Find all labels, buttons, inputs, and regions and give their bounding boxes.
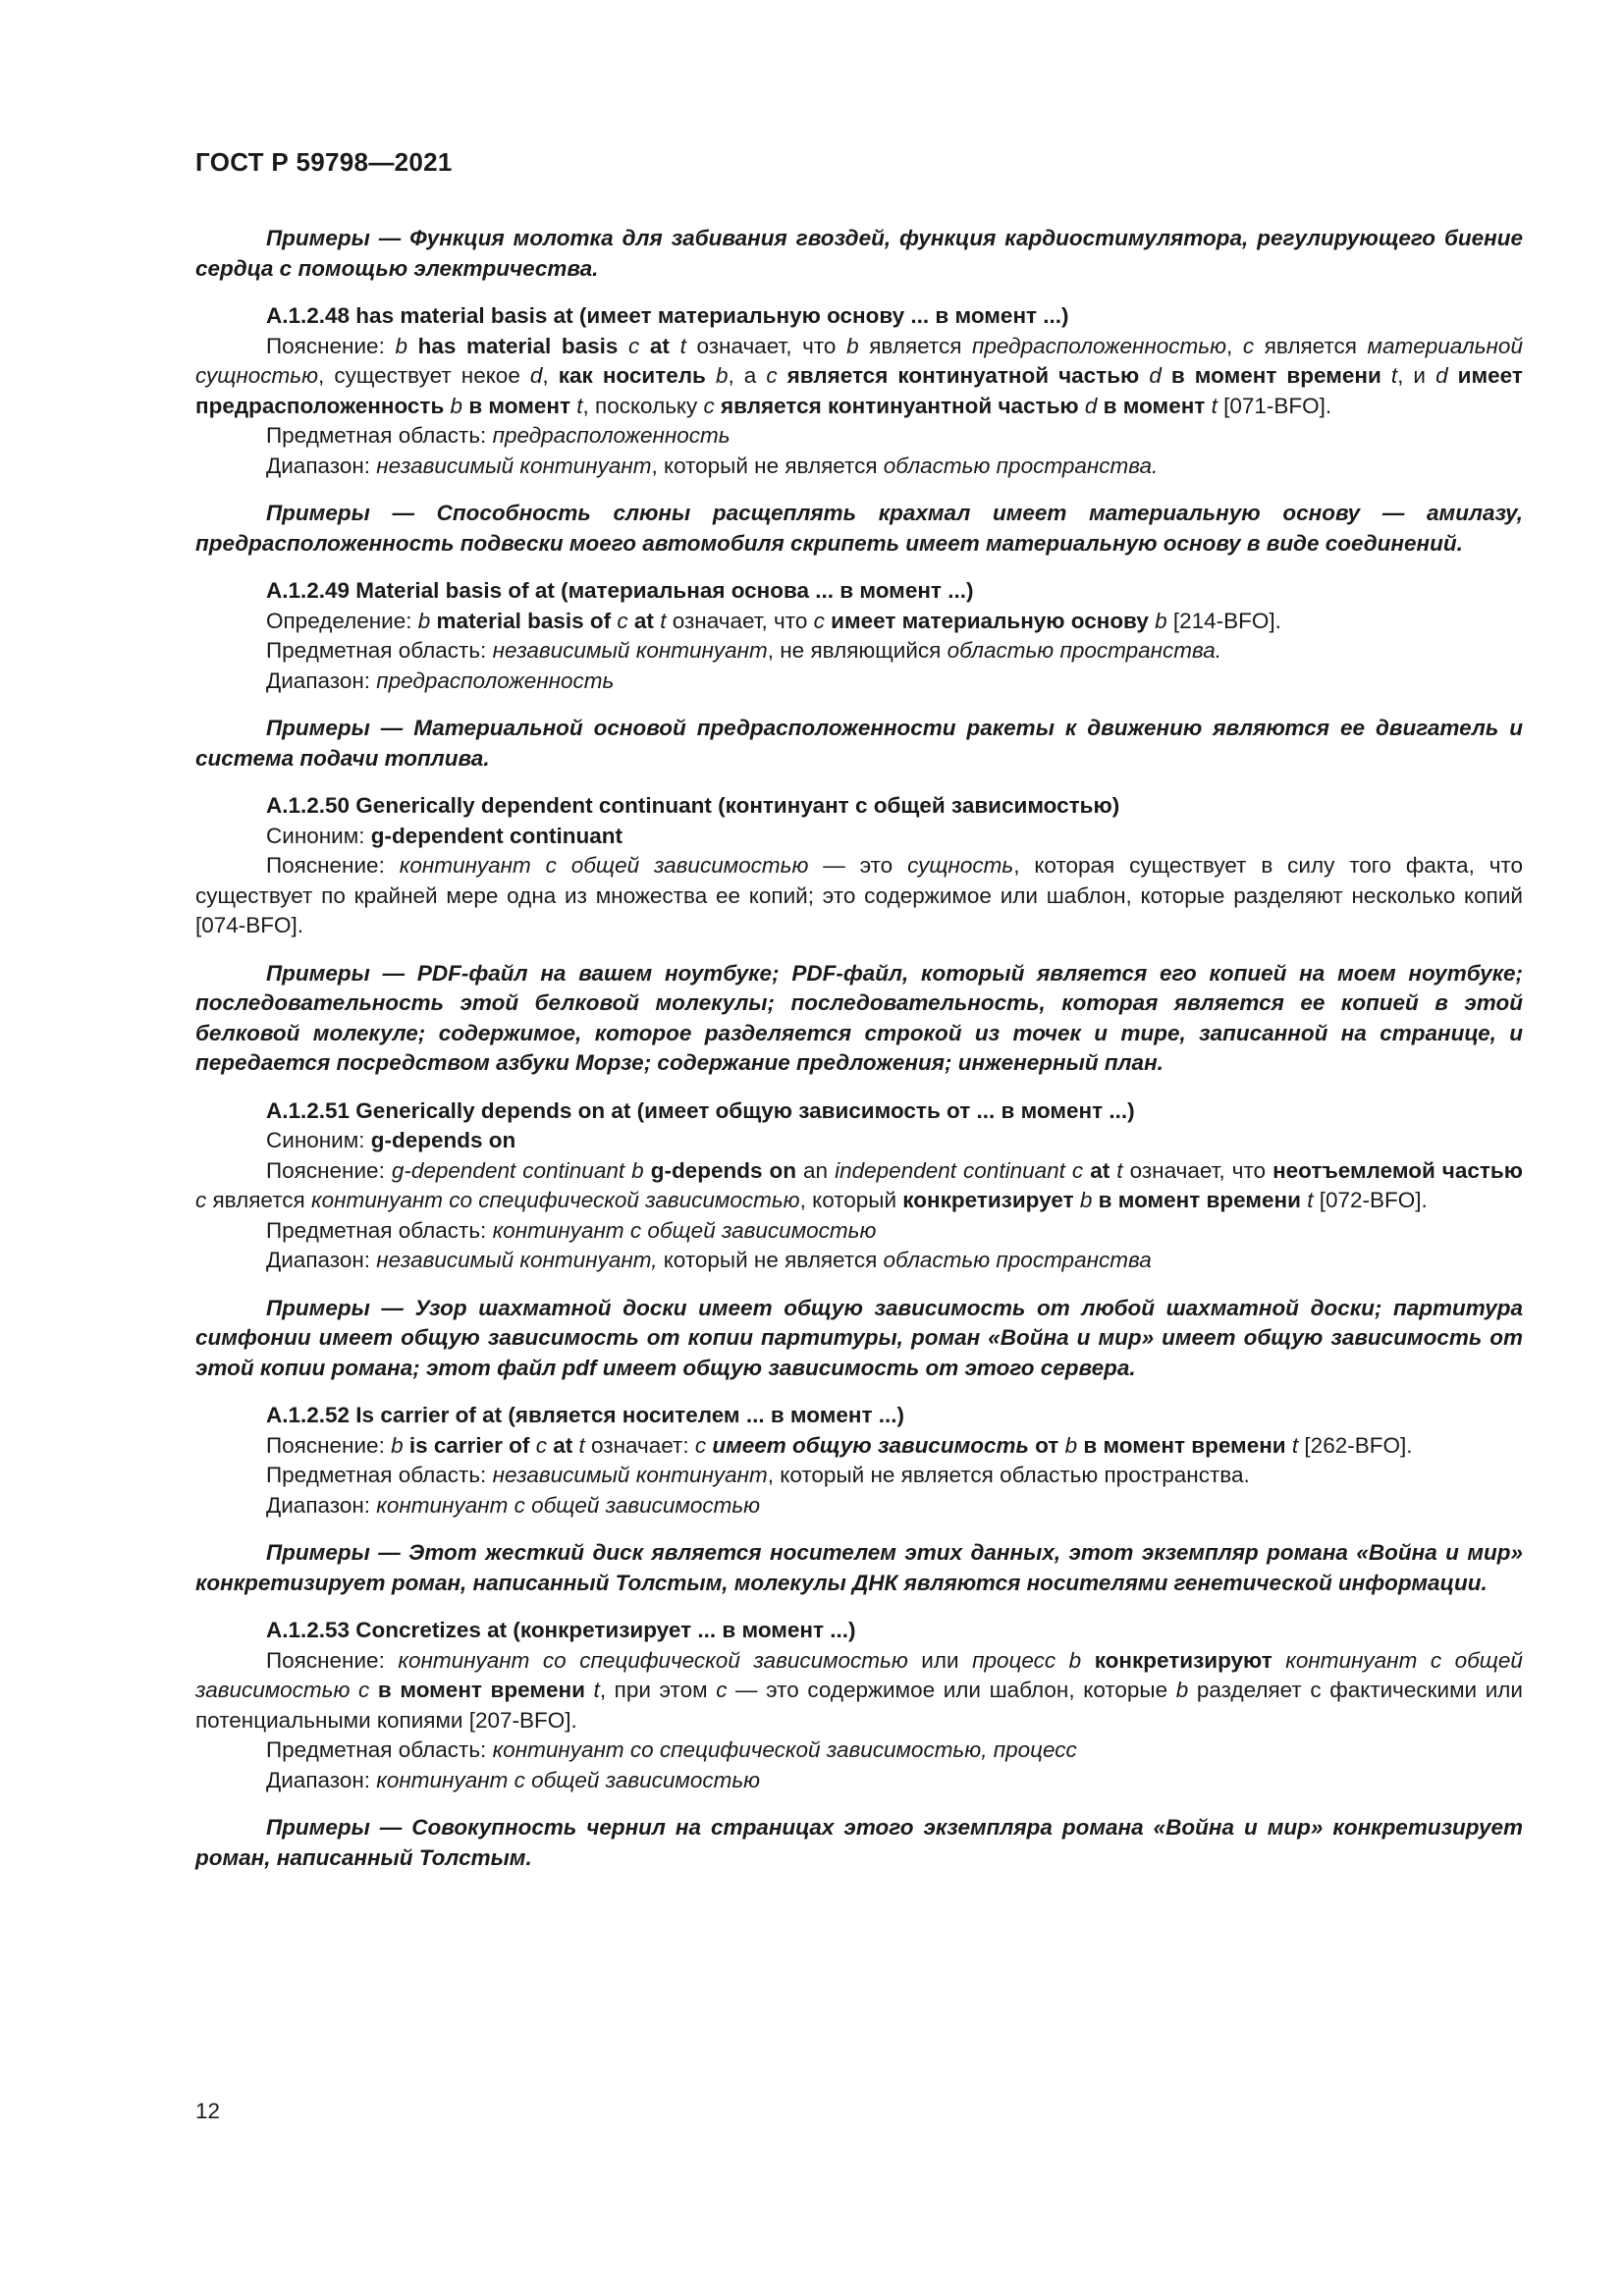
document-body bbox=[195, 224, 1523, 1873]
definition-line: Определение: b material basis of c at t означает, что c имеет материальную основу b [214-BFO]. bbox=[266, 608, 1281, 633]
section-heading: А.1.2.50 Generically dependent continuant (континуант с общей зависимостью) bbox=[266, 793, 1120, 818]
explanation-paragraph: Пояснение: g-dependent continuant b g-depends on an independent continuant c at t означает, что неотъемлемой частью c является континуант со специфической зависимостью, который конкретизирует b в момент времени t [072-BFO]. bbox=[195, 1157, 1523, 1212]
definition-line: Предметная область: независимый континуант, который не является областью пространства. bbox=[266, 1463, 1250, 1487]
definition-line: Диапазон: независимый континуант, который не является областью пространства. bbox=[266, 453, 1159, 478]
definition-line: Синоним: g-depends on bbox=[266, 1128, 516, 1152]
definition-line: Диапазон: континуант с общей зависимостью bbox=[266, 1492, 761, 1518]
definition-line: Диапазон: независимый континуант, который не является областью пространства bbox=[266, 1248, 1152, 1272]
section-heading: А.1.2.48 has material basis at (имеет материальную основу ... в момент ...) bbox=[266, 303, 1069, 328]
section-heading: А.1.2.52 Is carrier of at (является носителем ... в момент ...) bbox=[266, 1403, 904, 1427]
example-paragraph: Примеры — Узор шахматной доски имеет общую зависимость от любой шахматной доски; партитура симфонии имеет общую зависимость от копии партитуры, роман «Война и мир» имеет общую зависимость от этой копии романа; этот файл pdf имеет общую зависимость от этого сервера. bbox=[195, 1295, 1523, 1380]
definition-line: Предметная область: независимый континуант, не являющийся областью пространства. bbox=[266, 638, 1222, 663]
example-paragraph: Примеры — Функция молотка для забивания гвоздей, функция кардиостимулятора, регулирующего биение сердца с помощью электричества. bbox=[195, 226, 1523, 281]
explanation-paragraph: Пояснение: континуант с общей зависимостью — это сущность, которая существует в силу того факта, что существует по крайней мере одна из множества ее копий; это содержимое или шаблон, которые разделяют несколько копий [074-BFO]. bbox=[195, 853, 1523, 937]
example-paragraph: Примеры — PDF-файл на вашем ноутбуке; PDF-файл, который является его копией на моем ноутбуке; последовательность этой белковой молекулы; последовательность, которая является ее копией в этой белковой молекуле; содержимое, которое разделяется строкой из точек и тире, записанной на странице, и передается посредством азбуки Морзе; содержание предложения; инженерный план. bbox=[195, 960, 1523, 1075]
example-paragraph: Примеры — Этот жесткий диск является носителем этих данных, этот экземпляр романа «Война и мир» конкретизирует роман, написанный Толстым, молекулы ДНК являются носителями генетической информации. bbox=[195, 1540, 1523, 1595]
example-paragraph: Примеры — Материальной основой предрасположенности ракеты к движению являются ее двигатель и система подачи топлива. bbox=[195, 716, 1523, 771]
definition-line: Диапазон: предрасположенность bbox=[266, 667, 615, 693]
definition-line: Синоним: g-dependent continuant bbox=[266, 823, 623, 848]
definition-line: Предметная область: континуант со специфической зависимостью, процесс bbox=[266, 1737, 1077, 1762]
section-heading: А.1.2.53 Concretizes at (конкретизирует ... в момент ...) bbox=[266, 1618, 856, 1642]
document-code: ГОСТ Р 59798—2021 bbox=[195, 147, 453, 177]
definition-line: Предметная область: предрасположенность bbox=[266, 423, 731, 448]
example-paragraph: Примеры — Способность слюны расщеплять крахмал имеет материальную основу — амилазу, предрасположенность подвески моего автомобиля скрипеть имеет материальную основу в виде соединений. bbox=[195, 501, 1523, 556]
page-number: 12 bbox=[195, 2099, 221, 2123]
example-paragraph: Примеры — Совокупность чернил на страницах этого экземпляра романа «Война и мир» конкретизирует роман, написанный Толстым. bbox=[195, 1815, 1523, 1870]
section-heading: А.1.2.51 Generically depends on at (имеет общую зависимость от ... в момент ...) bbox=[266, 1097, 1135, 1123]
section-heading: А.1.2.49 Material basis of at (материальная основа ... в момент ...) bbox=[266, 578, 974, 603]
definition-line: Диапазон: континуант с общей зависимостью bbox=[266, 1767, 761, 1792]
explanation-paragraph: Пояснение: континуант со специфической зависимостью или процесс b конкретизируют континуант с общей зависимостью c в момент времени t, при этом c — это содержимое или шаблон, которые b разделяет с фактическими или потенциальными копиями [207-BFO]. bbox=[195, 1647, 1523, 1733]
definition-line: Предметная область: континуант с общей зависимостью bbox=[266, 1217, 877, 1243]
explanation-paragraph: Пояснение: b has material basis c at t означает, что b является предрасположенностью, c является материальной сущностью, существует некое d, как носитель b, а c является континуатной частью d в момент времени t, и d имеет предрасположенность b в момент t, поскольку c является континуантной частью d в момент t [071-BFO]. bbox=[195, 333, 1523, 418]
explanation-paragraph: Пояснение: b is carrier of c at t означает: c имеет общую зависимость от b в момент времени t [262-BFO]. bbox=[266, 1432, 1413, 1458]
